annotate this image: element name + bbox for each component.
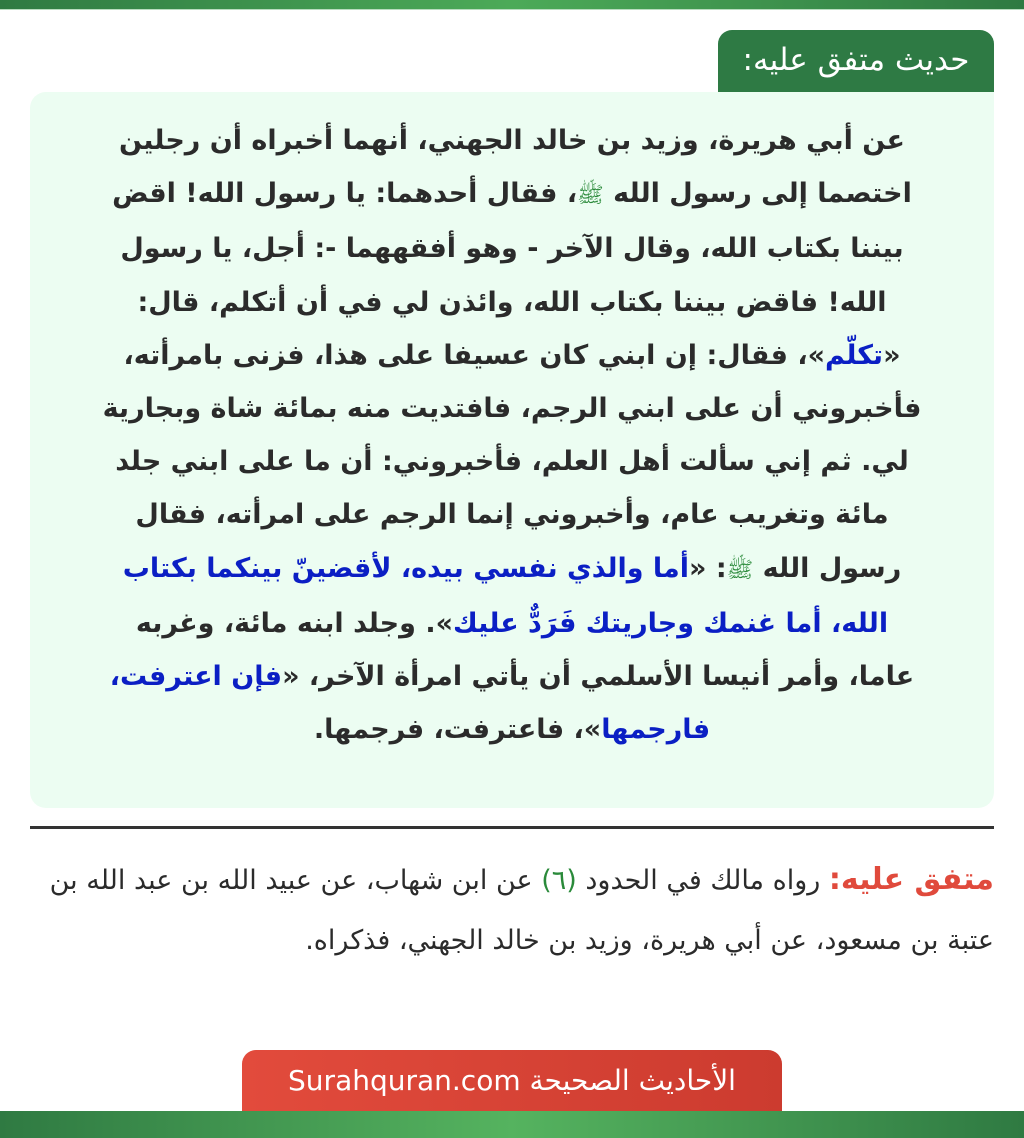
hadith-text: رسول الله [753, 552, 902, 584]
hadith-line [50, 382, 974, 435]
source-text-after: عن ابن شهاب، عن عبيد الله بن عبد الله بن عتبة بن مسعود، عن أبي هريرة، وزيد بن خالد الجهني، فذكراه. [49, 865, 994, 956]
hadith-line [50, 542, 974, 597]
hadith-text: الله! فاقض بيننا بكتاب الله، وائذن لي في أن أتكلم، قال: [137, 286, 887, 318]
divider [30, 826, 994, 829]
top-decorative-bar [0, 0, 1024, 10]
source-note [30, 850, 994, 971]
hadith-text: »، فاعترفت، فرجمها. [313, 714, 602, 746]
site-badge[interactable]: الأحاديث الصحيحة Surahquran.com [242, 1050, 782, 1112]
hadith-text: « [883, 339, 901, 371]
prophet-quote: فإن اعترفت، [109, 661, 283, 693]
source-text-before: رواه مالك في الحدود [576, 865, 829, 896]
source-number: (٦) [541, 865, 577, 896]
hadith-text: لي. ثم إني سألت أهل العلم، فأخبروني: أن ما على ابني جلد [115, 446, 909, 478]
hadith-text: عن أبي هريرة، وزيد بن خالد الجهني، أنهما أخبراه أن رجلين [118, 125, 906, 156]
prophet-quote: الله، أما غنمك وجاريتك فَرَدٌّ عليك [453, 607, 889, 639]
salla-icon: ﷺ [726, 557, 754, 583]
hadith-text: عاما، وأمر أنيسا الأسلمي أن يأتي امرأة الآخر، « [282, 661, 915, 693]
hadith-text: ». وجلد ابنه مائة، وغربه [135, 607, 454, 639]
prophet-quote: أما والذي نفسي بيده، لأقضينّ بينكما بكتاب [122, 552, 690, 584]
bottom-decorative-bar [0, 1111, 1024, 1138]
hadith-line [50, 435, 974, 488]
hadith-line [50, 650, 974, 703]
hadith-text: اختصما إلى رسول الله [603, 178, 912, 210]
prophet-quote: تكلّم [825, 339, 884, 371]
prophet-quote: فارجمها [601, 714, 711, 746]
hadith-text: »، فقال: إن ابني كان عسيفا على هذا، فزنى بامرأته، [123, 339, 826, 371]
hadith-text: فأخبروني أن على ابني الرجم، فافتديت منه بمائة شاة وبجارية [102, 393, 922, 425]
hadith-line [50, 222, 974, 275]
hadith-text-card [30, 92, 994, 808]
hadith-text: : « [689, 552, 727, 584]
salla-icon: ﷺ [577, 183, 604, 209]
hadith-line [50, 597, 974, 650]
hadith-title: حديث متفق عليه: [718, 30, 994, 92]
hadith-line [50, 703, 974, 756]
hadith-line [50, 329, 974, 382]
hadith-text: مائة وتغريب عام، وأخبروني إنما الرجم على امرأته، فقال [135, 499, 889, 531]
source-label: متفق عليه: [828, 862, 994, 897]
hadith-line [50, 167, 974, 222]
hadith-line [50, 276, 974, 329]
hadith-line [50, 114, 974, 167]
hadith-text: ، فقال أحدهما: يا رسول الله! اقض [112, 178, 578, 210]
hadith-text: بيننا بكتاب الله، وقال الآخر - وهو أفقههما -: أجل، يا رسول [120, 233, 904, 265]
hadith-line [50, 488, 974, 541]
